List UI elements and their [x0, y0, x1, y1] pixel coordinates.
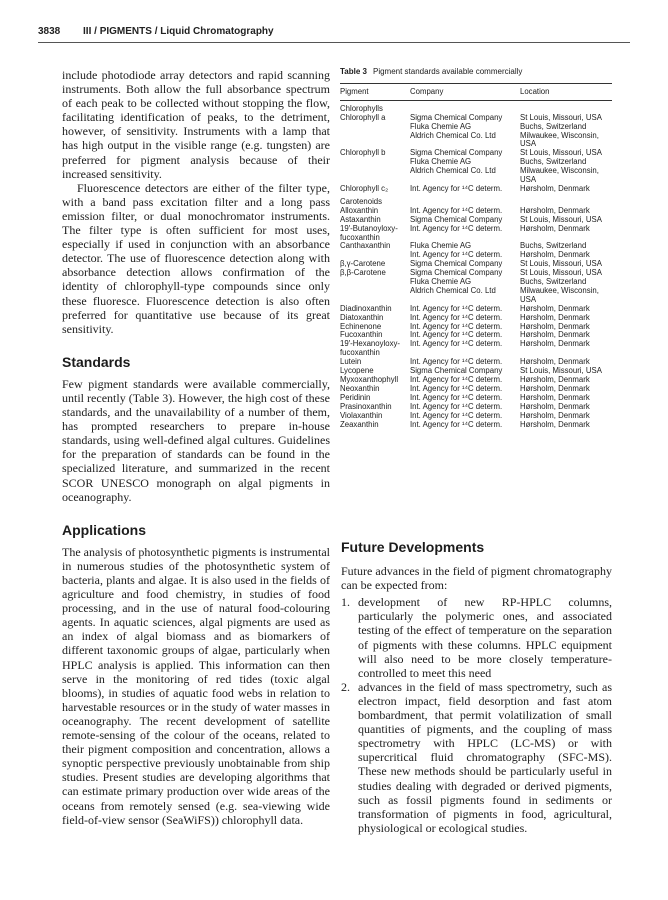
- future-list: [341, 595, 612, 835]
- pigment-cell: Fucoxanthin: [340, 330, 383, 340]
- pigment-cell: 19′-Butanoyloxy-fucoxanthin: [340, 223, 398, 242]
- pigment-cell: [340, 158, 410, 167]
- company-cell: Sigma Chemical Company: [410, 268, 503, 278]
- company-cell: Int. Agency for ¹⁴C determ.: [410, 392, 503, 402]
- future-list-item: [341, 680, 612, 835]
- running-title: III / PIGMENTS / Liquid Chromatography: [83, 26, 274, 37]
- table-body: [340, 101, 612, 430]
- pigment-cell: Diadinoxanthin: [340, 303, 392, 313]
- pigment-cell: Chlorophyll b: [340, 148, 386, 158]
- standards-heading: Standards: [62, 353, 131, 370]
- pigment-cell: Astaxanthin: [340, 214, 381, 224]
- table-row: [340, 167, 612, 185]
- company-cell: Sigma Chemical Company: [410, 214, 503, 224]
- company-cell: Aldrich Chemical Co. Ltd: [410, 130, 496, 140]
- list-text: advances in the field of mass spectrometry, such as electron impact, field desorption and fast atom bombardment, that permit volatilization of small quantities of pigments, and the coupling of mass spectrometry with HPLC (LC-MS) or with supercritical fluid chromatography (SFC-MS). These new methods should be particularly useful in studies dealing with degraded or derived pigments, such as fossil pigments found in sediments or transformation of pigments in food, agricultural, physiological or ecological studies.: [358, 679, 612, 835]
- company-cell: Int. Agency for ¹⁴C determ.: [410, 419, 503, 429]
- pigment-cell: Echinenone: [340, 321, 382, 331]
- future-developments-heading: Future Developments: [341, 539, 485, 555]
- standards-paragraph: Few pigment standards were available commercially, until recently (Table 3). However, the high cost of these standards, and the unavailability of a number of them, has prompted researchers to prepare in-house standards, using well-defined algal cultures. Guidelines for the preparation of standards can be found in the specialized literature, and summarized in the recent SCOR UNESCO monograph on algal pigments in oceanography.: [62, 376, 330, 504]
- company-cell: Int. Agency for ¹⁴C determ.: [410, 312, 503, 322]
- company-cell: Aldrich Chemical Co. Ltd: [410, 285, 496, 295]
- location-cell: Hørsholm, Denmark: [520, 312, 590, 322]
- pigment-cell: Prasinoxanthin: [340, 401, 392, 411]
- company-cell: Int. Agency for ¹⁴C determ.: [410, 383, 503, 393]
- future-intro: Future advances in the field of pigment chromatography can be expected from:: [341, 564, 612, 593]
- table-group-label: Chlorophylls: [340, 103, 383, 113]
- company-cell: Int. Agency for ¹⁴C determ.: [410, 250, 503, 260]
- table-row: [340, 185, 612, 194]
- company-cell: Int. Agency for ¹⁴C determ.: [410, 223, 503, 233]
- list-number: 2.: [341, 679, 350, 694]
- company-cell: Aldrich Chemical Co. Ltd: [410, 166, 496, 176]
- location-cell: Buchs, Switzerland: [520, 241, 587, 251]
- company-cell: Sigma Chemical Company: [410, 112, 503, 122]
- pigment-cell: [340, 278, 410, 287]
- location-cell: Hørsholm, Denmark: [520, 383, 590, 393]
- location-cell: St Louis, Missouri, USA: [520, 259, 602, 269]
- pigment-cell: Lycopene: [340, 366, 374, 376]
- location-cell: Hørsholm, Denmark: [520, 183, 590, 193]
- location-cell: Hørsholm, Denmark: [520, 321, 590, 331]
- location-cell: Milwaukee, Wisconsin, USA: [520, 130, 599, 149]
- pigment-cell: Zeaxanthin: [340, 419, 379, 429]
- company-cell: Int. Agency for ¹⁴C determ.: [410, 330, 503, 340]
- location-cell: Hørsholm, Denmark: [520, 357, 590, 367]
- company-cell: Sigma Chemical Company: [410, 259, 503, 269]
- company-cell: Int. Agency for ¹⁴C determ.: [410, 401, 503, 411]
- header-company: Company: [410, 86, 444, 96]
- pigment-standards-table: [340, 68, 612, 429]
- company-cell: Int. Agency for ¹⁴C determ.: [410, 183, 503, 193]
- company-cell: Fluka Chemie AG: [410, 121, 472, 131]
- list-text: development of new RP-HPLC columns, particularly the polymeric ones, and associated testing of the effect of temperature on the separation of pigments with these columns. HPLC equipment will also need to be more closely temperature-controlled to meet this need: [358, 595, 612, 680]
- location-cell: Hørsholm, Denmark: [520, 223, 590, 233]
- company-cell: Fluka Chemie AG: [410, 157, 472, 167]
- location-cell: Buchs, Switzerland: [520, 121, 587, 131]
- location-cell: St Louis, Missouri, USA: [520, 366, 602, 376]
- location-cell: Hørsholm, Denmark: [520, 303, 590, 313]
- fluorescence-paragraph: Fluorescence detectors are either of the filter type, with a band pass excitation filter and a long pass emission filter, or dual monochromator instruments. The filter type is often sufficient for most uses, especially if used in conjunction with an absorbance detector. The use of fluorescence detection along with absorbance detection allows confirmation of the identity of chlorophyll-type compounds since only these fluoresce. Fluorescence detection is also often preferred for quantitative use because of its great sensitivity.: [62, 180, 330, 336]
- future-list-item: [341, 595, 612, 680]
- running-header: [38, 26, 630, 37]
- location-cell: Buchs, Switzerland: [520, 157, 587, 167]
- location-cell: Milwaukee, Wisconsin, USA: [520, 285, 599, 304]
- company-cell: Int. Agency for ¹⁴C determ.: [410, 303, 503, 313]
- applications-heading: Applications: [62, 521, 147, 538]
- table-row: [340, 225, 612, 243]
- table-label: Table 3: [340, 67, 367, 76]
- pigment-cell: Lutein: [340, 357, 362, 367]
- page-number: 3838: [38, 26, 61, 37]
- pigment-cell: [340, 167, 410, 185]
- location-cell: Buchs, Switzerland: [520, 277, 587, 287]
- left-column: [62, 68, 330, 827]
- table-group-row: [340, 101, 612, 114]
- location-cell: St Louis, Missouri, USA: [520, 148, 602, 158]
- table-row: [340, 287, 612, 305]
- pigment-cell: Chlorophyll a: [340, 112, 386, 122]
- header-pigment: Pigment: [340, 86, 369, 96]
- table-caption-text: Pigment standards available commercially: [372, 67, 523, 76]
- company-cell: Sigma Chemical Company: [410, 366, 503, 376]
- location-cell: St Louis, Missouri, USA: [520, 112, 602, 122]
- location-cell: Hørsholm, Denmark: [520, 205, 590, 215]
- header-divider: [38, 42, 630, 43]
- location-cell: Hørsholm, Denmark: [520, 330, 590, 340]
- location-cell: Hørsholm, Denmark: [520, 410, 590, 420]
- table-group-label: Carotenoids: [340, 196, 383, 206]
- pigment-cell: Peridinin: [340, 392, 371, 402]
- pigment-cell: Canthaxanthin: [340, 241, 391, 251]
- pigment-cell: β,γ-Carotene: [340, 259, 386, 269]
- list-number: 1.: [341, 595, 350, 610]
- location-cell: St Louis, Missouri, USA: [520, 268, 602, 278]
- location-cell: Hørsholm, Denmark: [520, 392, 590, 402]
- company-cell: Int. Agency for ¹⁴C determ.: [410, 375, 503, 384]
- company-cell: Fluka Chemie AG: [410, 241, 472, 251]
- location-cell: Hørsholm, Denmark: [520, 419, 590, 429]
- applications-paragraph: The analysis of photosynthetic pigments is instrumental in numerous studies of the photosynthetic system of bacteria, plants and algae. It is also used in the fields of agriculture and food chemistry, in studies of food processing, and in the use of natural food-colouring agents. In aquatic sciences, algal pigments are used as an index of algal biomass and as biomarkers of different taxonomic groups of algae, particularly when HPLC analysis is applied. This information can then serve in the monitoring of red tides (toxic algal blooms), in studies of aquatic food webs in relation to harvestable resources or in the study of water masses in oceanography. The recent development of satellite remote-sensing of the colour of the oceans, related to their pigment composition and concentration, allows a synoptic perspective previously unobtainable from ship studies. Present studies are developing algorithms that can estimate primary production over wide areas of the oceans from remotely sensed (e.g. sea-viewing wide field-of-view sensor (SeaWiFS)) chlorophyll data.: [62, 544, 330, 827]
- location-cell: Hørsholm, Denmark: [520, 401, 590, 411]
- location-cell: St Louis, Missouri, USA: [520, 214, 602, 224]
- header-location: Location: [520, 86, 550, 96]
- pigment-cell: Neoxanthin: [340, 383, 380, 393]
- pigment-cell: Diatoxanthin: [340, 312, 384, 322]
- company-cell: Fluka Chemie AG: [410, 277, 472, 287]
- table-row: [340, 132, 612, 150]
- company-cell: Int. Agency for ¹⁴C determ.: [410, 357, 503, 367]
- pigment-cell: [340, 287, 410, 305]
- pigment-cell: Myxoxanthophyll: [340, 375, 399, 384]
- table-group-row: [340, 194, 612, 207]
- pigment-cell: Alloxanthin: [340, 205, 379, 215]
- company-cell: Int. Agency for ¹⁴C determ.: [410, 205, 503, 215]
- pigment-cell: β,β-Carotene: [340, 268, 386, 278]
- location-cell: Milwaukee, Wisconsin, USA: [520, 166, 599, 185]
- detectors-paragraph: include photodiode array detectors and rapid scanning instruments. Both allow the full absorbance spectrum of each peak to be collected without stopping the flow, facilitating identification of peaks, to the detriment, however, of sensitivity. Instruments with a lamp that has high output in the visible range (e.g. tungsten) are preferred for pigment analysis because of their increased sensitivity.: [62, 68, 330, 181]
- table-row: [340, 340, 612, 358]
- table-caption: [340, 68, 612, 77]
- pigment-cell: Violaxanthin: [340, 410, 383, 420]
- company-cell: Sigma Chemical Company: [410, 148, 503, 158]
- location-cell: Hørsholm, Denmark: [520, 375, 590, 384]
- company-cell: Int. Agency for ¹⁴C determ.: [410, 410, 503, 420]
- pigment-cell: Chlorophyll c₂: [340, 183, 389, 193]
- pigment-cell: [340, 132, 410, 150]
- table-row: [340, 421, 612, 430]
- company-cell: Int. Agency for ¹⁴C determ.: [410, 321, 503, 331]
- company-cell: Int. Agency for ¹⁴C determ.: [410, 339, 503, 349]
- right-column: [341, 540, 612, 835]
- location-cell: Hørsholm, Denmark: [520, 339, 590, 349]
- table-header-row: [340, 84, 612, 100]
- location-cell: Hørsholm, Denmark: [520, 250, 590, 260]
- pigment-cell: [340, 123, 410, 132]
- pigment-cell: 19′-Hexanoyloxy-fucoxanthin: [340, 339, 400, 358]
